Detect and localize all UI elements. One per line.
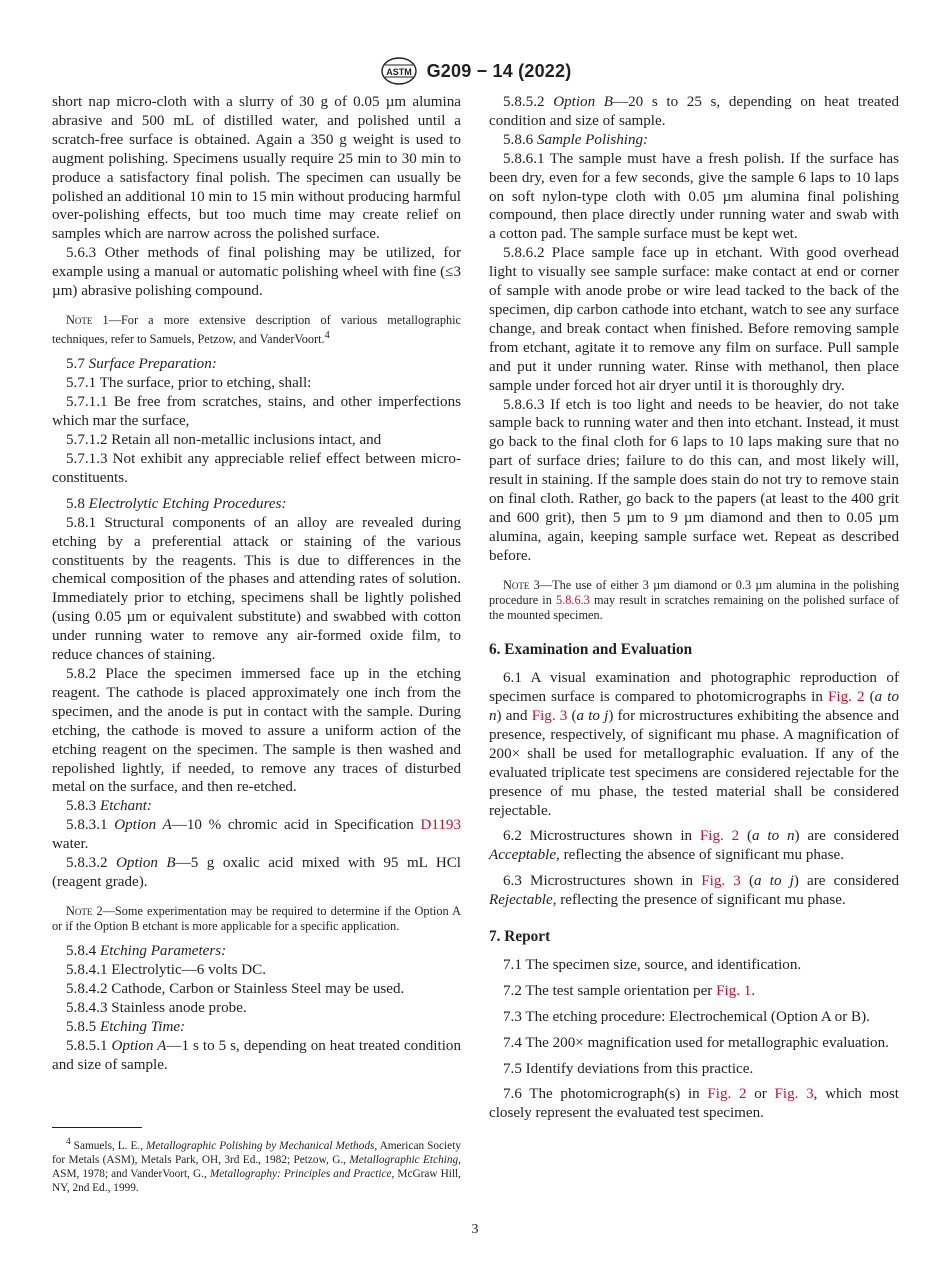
paragraph-7-6 — [489, 1085, 899, 1123]
section-number: 5.8.6 — [503, 131, 534, 148]
paragraph-text: ( — [740, 873, 755, 890]
footnote-text: , American Society for Metals (ASM), Metals Park, OH, 3rd Ed., 1982; Petzow, G., — [52, 1139, 461, 1166]
footnote-ref-4: 4 — [324, 330, 330, 342]
note-3-text: —The use of either 3 µm diamond or 0.3 µm alumina in the polishing procedure in — [489, 577, 899, 607]
paragraph-7-2 — [489, 982, 899, 1001]
paragraph-5-8-4-2: 5.8.4.2 Cathode, Carbon or Stainless Steel may be used. — [66, 981, 405, 998]
paragraph-text: , reflecting the presence of significant mu phase. — [552, 892, 846, 909]
paragraph-text: 6.2 Microstructures shown in — [503, 828, 700, 845]
paragraph-text: , reflecting the absence of significant mu phase. — [556, 847, 844, 864]
logo-text: ASTM — [385, 67, 412, 77]
section-number: 5.8.3.2 — [66, 855, 108, 872]
paragraph-5-8-2: 5.8.2 Place the specimen immersed face up in the etching reagent. The cathode is placed approximately one inch from the specimen, and the anode is put in contact with the sample. During etching, the cathode is moved to assure a uniform action of the etching reagent on the specimen. The sample is then washed and repolished lightly, if needed, to remove any traces of disturbed metal on the surface, and then re-etched. — [52, 665, 461, 796]
fig-2-link[interactable]: Fig. 2 — [699, 828, 740, 845]
paragraph-5-6-2-continued: short nap micro-cloth with a slurry of 30 g of 0.05 µm alumina abrasive and 500 mL of distilled water, and polished until a scratch-free surface is obtained. Again a 350 g weight is used to augment polishing. Specimens usually require 25 min to 30 min to produce a satisfactory final polish. The specimen can usually be polished an additional 10 min to 15 min without producing harmful over-polishing effects, but too much time may create relief on samples which are narrow across the polished surface. — [52, 94, 461, 243]
paragraph-7-3: 7.3 The etching procedure: Electrochemical (Option A or B). — [503, 1008, 870, 1025]
figure-range: a to j — [576, 707, 609, 724]
paragraph-6-2 — [489, 827, 899, 865]
figure-range: a to j — [754, 873, 794, 890]
section-title: Etching Time: — [99, 1018, 186, 1035]
reference-title: Metallographic Polishing by Mechanical Methods — [146, 1139, 375, 1152]
section-5-8-heading — [52, 495, 461, 514]
note-2-label: Note 2 — [66, 903, 103, 918]
footnote-text: , McGraw Hill, NY, 2nd Ed., 1999. — [52, 1167, 461, 1194]
paragraph-text: ( — [739, 828, 753, 845]
note-3-text: may result in scratches remaining on the polished surface of the mounted specimen. — [489, 592, 899, 623]
section-title: Sample Polishing: — [536, 131, 649, 148]
fig-2-link[interactable]: Fig. 2 — [827, 689, 865, 706]
section-5-8-4-heading — [52, 942, 461, 961]
paragraph-text: or — [746, 1086, 775, 1103]
section-5-8-5-heading — [52, 1018, 461, 1037]
paragraph-text: , which most closely represent the evaluated test specimen. — [489, 1086, 899, 1122]
fig-3-link[interactable]: Fig. 3 — [774, 1086, 814, 1103]
page-header — [0, 56, 950, 86]
paragraph-text: 7.2 The test sample orientation per — [503, 982, 717, 999]
paragraph-5-8-6-3: 5.8.6.3 If etch is too light and needs to be heavier, do not take sample back to running water and then into etchant. Instead, it must go back to the final cloth for 6 laps to 10 laps making sure that no part of surface dries; failure to do this can, and most likely will, result in staining. If the sample does stain do not try to remove stain on final cloth. Rather, go back to the papers (at least to the 400 grit and 600 grit), then 5 µm to 9 µm diamond and then to 0.05 µm alumina, again, keeping sample surface wet. Repeat as described before. — [489, 396, 899, 564]
paragraph-5-8-4-3: 5.8.4.3 Stainless anode probe. — [66, 999, 247, 1016]
option-label: Option A — [114, 817, 172, 834]
document-designation: G209 − 14 (2022) — [426, 60, 572, 81]
paragraph-5-7-1: 5.7.1 The surface, prior to etching, shall: — [66, 375, 312, 392]
paragraph-text: ) and — [496, 707, 532, 724]
paragraph-5-8-3-2 — [52, 854, 461, 892]
paragraph-text: ( — [567, 707, 577, 724]
figure-range: a to n — [489, 689, 899, 724]
paragraph-text: —5 g oxalic acid mixed with 95 mL HCl (reagent grade). — [52, 855, 461, 890]
paragraph-5-8-1: 5.8.1 Structural components of an alloy are revealed during etching by a preferential attack or staining of the various constituents by the reagents. This is due to differences in the chemical composition of the phases and attending rates of solution. Immediately prior to etching, specimens shall be lightly polished (using 0.05 µm or equivalent substitute) and swabbed with cotton under running water to remove any air-formed oxide film, to reduce chances of staining. — [52, 514, 461, 664]
rejectable-term: Rejectable — [489, 892, 553, 909]
reference-title: Metallographic Etching — [349, 1153, 459, 1166]
note-1-text: —For a more extensive description of various metallographic techniques, refer to Samuels, Petzow, and VanderVoort. — [52, 312, 461, 347]
paragraph-5-8-4-1: 5.8.4.1 Electrolytic—6 volts DC. — [66, 962, 266, 979]
section-5-8-3-heading — [52, 797, 461, 816]
section-5-8-6-heading — [489, 131, 899, 150]
paragraph-text: ) are considered — [794, 828, 899, 845]
reference-title: Metallography: Principles and Practice — [209, 1167, 392, 1180]
paragraph-7-5: 7.5 Identify deviations from this practice. — [503, 1060, 754, 1077]
section-number: 5.8.5.1 — [66, 1037, 108, 1054]
fig-2-link[interactable]: Fig. 2 — [707, 1086, 747, 1103]
option-label: Option A — [111, 1037, 167, 1054]
figure-range: a to n — [752, 828, 795, 845]
option-label: Option B — [553, 94, 613, 110]
fig-3-link[interactable]: Fig. 3 — [531, 707, 568, 724]
note-3 — [489, 578, 899, 624]
section-number: 5.8.3 — [66, 798, 97, 815]
section-number: 5.7 — [66, 356, 85, 373]
footnote-text: Samuels, L. E., — [70, 1139, 146, 1152]
section-number: 5.8.4 — [66, 943, 97, 960]
note-3-label: Note 3 — [503, 577, 540, 592]
option-label: Option B — [116, 855, 176, 872]
paragraph-5-8-6-1: 5.8.6.1 The sample must have a fresh polish. If the surface has been dry, even for a few seconds, give the sample 6 laps to 10 laps on soft nylon-type cloth with 0.05 µm alumina final polishing compound, then place directly under running water and swab with a cotton pad. The sample surface must be kept wet. — [489, 150, 899, 243]
section-5-7-heading — [52, 355, 461, 374]
paragraph-5-7-1-3: 5.7.1.3 Not exhibit any appreciable relief effect between micro-constituents. — [52, 451, 461, 486]
paragraph-text: . — [751, 982, 756, 999]
d1193-link[interactable]: D1193 — [420, 817, 461, 834]
section-5-8-6-3-link[interactable]: 5.8.6.3 — [556, 592, 590, 607]
section-title: Surface Preparation: — [88, 356, 217, 373]
acceptable-term: Acceptable — [489, 847, 557, 864]
paragraph-6-3 — [489, 872, 899, 910]
paragraph-5-8-5-2 — [489, 93, 899, 131]
paragraph-6-1 — [489, 669, 899, 820]
note-1-label: Note 1 — [66, 312, 109, 327]
footnote-4 — [52, 1135, 461, 1195]
section-7-heading: 7. Report — [489, 928, 551, 946]
paragraph-text: ( — [864, 689, 875, 706]
note-2 — [52, 904, 461, 934]
paragraph-7-4: 7.4 The 200× magnification used for metallographic evaluation. — [503, 1034, 889, 1051]
paragraph-text: 6.3 Microstructures shown in — [503, 873, 702, 890]
note-2-text: —Some experimentation may be required to determine if the Option A or if the Option B etchant is more applicable for a specific application. — [52, 903, 461, 934]
paragraph-text: water. — [52, 836, 89, 853]
left-column — [52, 93, 461, 1075]
section-title: Etchant: — [99, 798, 152, 815]
paragraph-5-7-1-1: 5.7.1.1 Be free from scratches, stains, and other imperfections which mar the surface, — [52, 394, 461, 430]
section-number: 5.8.3.1 — [66, 817, 108, 834]
fig-3-link[interactable]: Fig. 3 — [701, 873, 741, 890]
paragraph-5-6-3: 5.6.3 Other methods of final polishing may be utilized, for example using a manual or automatic polishing wheel with fine (≤3 µm) abrasive polishing compound. — [52, 245, 461, 300]
section-number: 5.8.5 — [66, 1018, 97, 1035]
paragraph-text: ) are considered — [793, 873, 899, 890]
astm-logo-icon — [379, 56, 419, 86]
paragraph-text: ) for microstructures exhibiting the absence and presence, respectively, of significant mu phase. A magnification of 200× shall be used for metallographic evaluation. If any of the evaluated triplicate test specimens are considered rejectable for the presence of mu phase, the tested material shall be considered rejectable. — [489, 707, 899, 819]
section-title: Electrolytic Etching Procedures: — [88, 495, 287, 512]
paragraph-5-8-5-1 — [52, 1037, 461, 1075]
paragraph-5-7-1-2: 5.7.1.2 Retain all non-metallic inclusions intact, and — [66, 432, 382, 449]
footnote-divider — [52, 1127, 142, 1128]
paragraph-5-8-3-1 — [52, 816, 461, 854]
paragraph-7-1: 7.1 The specimen size, source, and identification. — [503, 956, 802, 973]
paragraph-text: —20 s to 25 s, depending on heat treated condition and size of sample. — [489, 94, 899, 129]
section-6-heading: 6. Examination and Evaluation — [489, 641, 693, 659]
footnote-text: , ASM, 1978; and VanderVoort, G., — [52, 1153, 461, 1180]
right-column — [489, 93, 899, 1123]
paragraph-5-8-6-2: 5.8.6.2 Place sample face up in etchant. With good overhead light to visually see sample surface: make contact at end or corner of sample with anode probe or wire lead tacked to the back of the specimen, dip carbon cathode into etchant, watch to see any surface change, and break contact when finished. Before removing sample from etchant, agitate it to remove any film on surface. Pull sample and put it under running water. Rinse with methanol, then place sample under forced hot air dryer until it is thoroughly dry. — [489, 245, 899, 394]
paragraph-text: —10 % chromic acid in Specification — [171, 817, 414, 834]
note-1 — [52, 313, 461, 348]
page-number: 3 — [471, 1222, 479, 1237]
section-number: 5.8 — [66, 495, 85, 512]
paragraph-text: 7.6 The photomicrograph(s) in — [503, 1086, 708, 1103]
fig-1-link[interactable]: Fig. 1 — [716, 982, 752, 999]
paragraph-text: 6.1 A visual examination and photographic reproduction of specimen surface is compared to photomicrographs in — [489, 670, 899, 706]
section-title: Etching Parameters: — [99, 943, 227, 960]
footnote-mark: 4 — [66, 1137, 71, 1147]
paragraph-text: —1 s to 5 s, depending on heat treated condition and size of sample. — [52, 1037, 461, 1073]
section-number: 5.8.5.2 — [503, 94, 545, 110]
